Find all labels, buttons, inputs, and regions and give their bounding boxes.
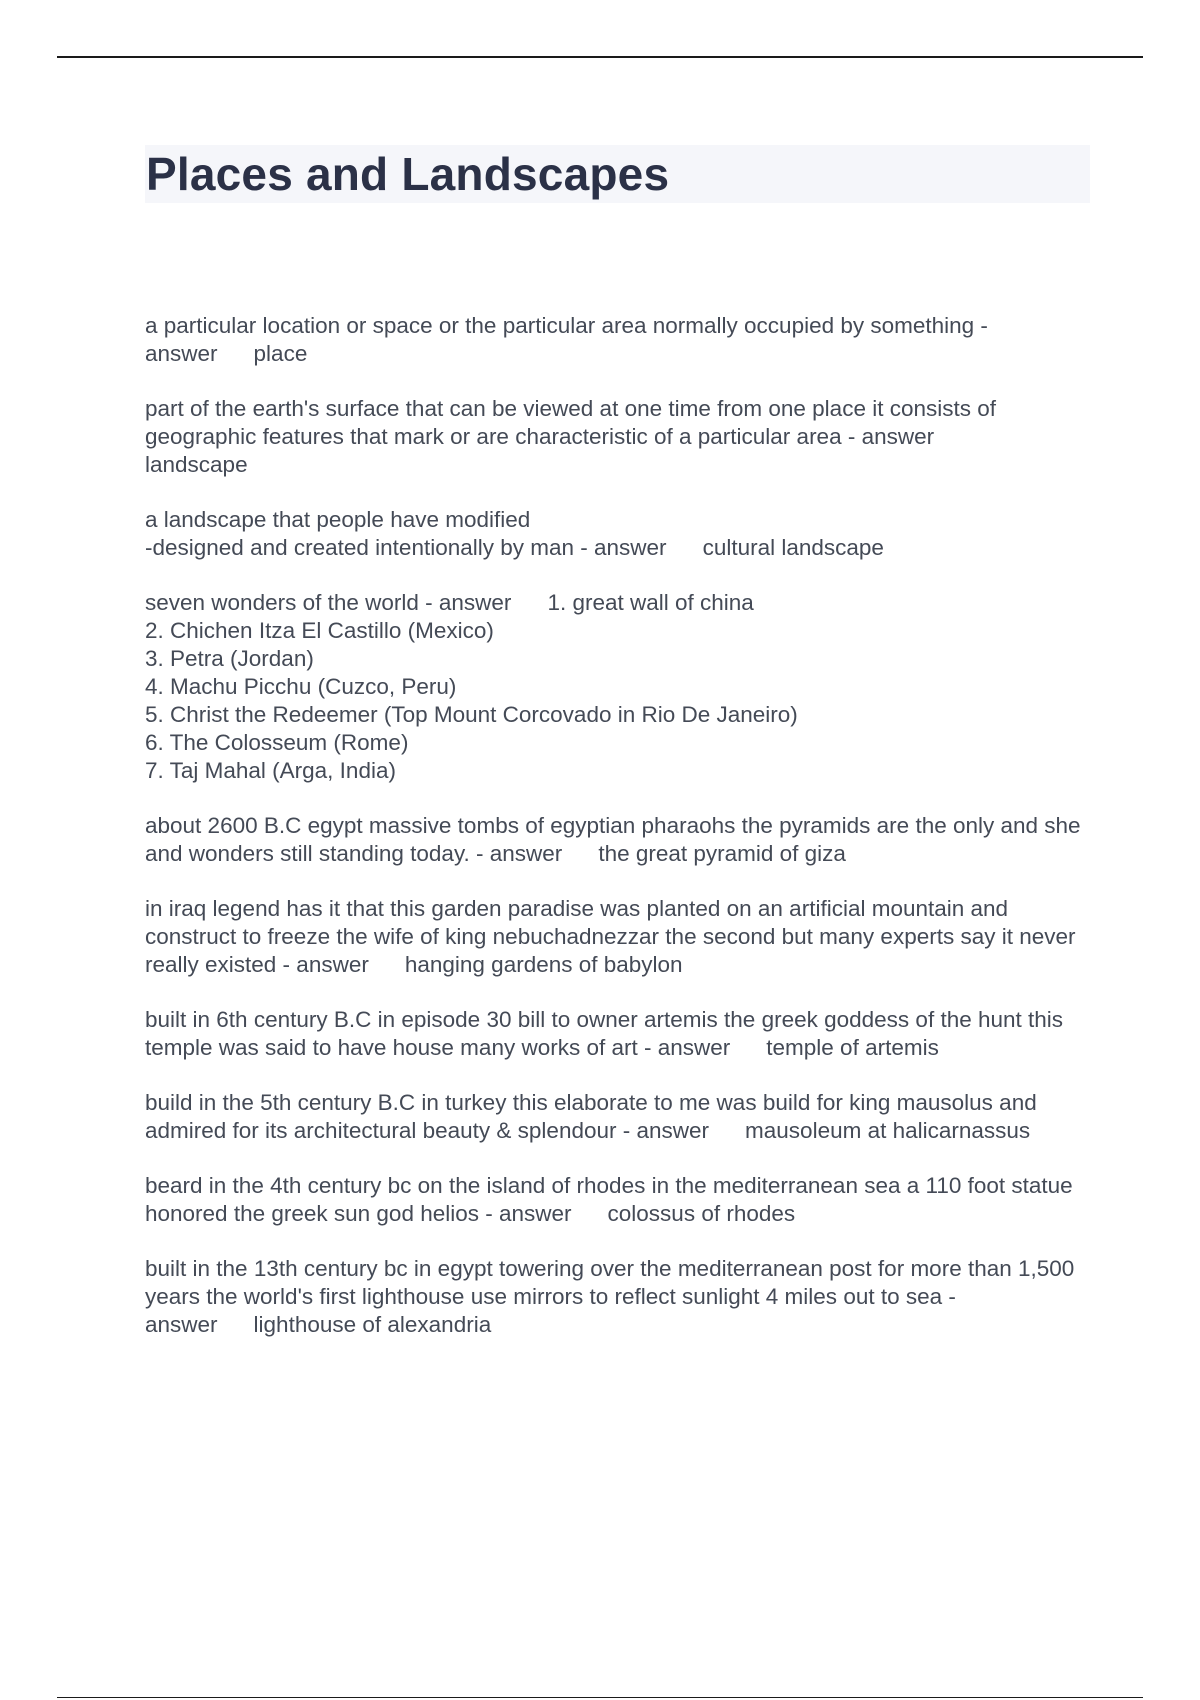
card-question: built in 6th century B.C in episode 30 bill to owner artemis the greek goddess of the hunt this temple was said to have house many works of art - answer (145, 1007, 1064, 1060)
card-question: part of the earth's surface that can be viewed at one time from one place it consists of geographic features that mark or are characteristic of a particular area - answer (145, 396, 997, 449)
card-answer: mausoleum at halicarnassus (745, 1118, 1031, 1143)
answer-item: 1. great wall of china (547, 590, 754, 615)
bottom-rule (57, 1697, 1143, 1698)
top-rule (57, 56, 1143, 58)
answer-item: 2. Chichen Itza El Castillo (Mexico) (145, 618, 494, 643)
card-question: a particular location or space or the particular area normally occupied by something - (145, 313, 988, 338)
card-answer: hanging gardens of babylon (404, 952, 683, 977)
card-question: beard in the 4th century bc on the island of rhodes in the mediterranean sea a 110 foot statue honored the greek sun god helios - answer (145, 1173, 1073, 1226)
card-answer: landscape (145, 452, 248, 477)
flashcard-5 (145, 812, 1095, 868)
card-answer: temple of artemis (766, 1035, 939, 1060)
page-title: Places and Landscapes (146, 148, 670, 200)
answer-label: answer (145, 341, 218, 366)
card-answer: cultural landscape (702, 535, 884, 560)
answer-item: 4. Machu Picchu (Cuzco, Peru) (145, 674, 457, 699)
flashcard-list (145, 312, 1095, 1366)
card-answer: place (253, 341, 308, 366)
flashcard-2 (145, 395, 1095, 479)
answer-item: 6. The Colosseum (Rome) (145, 730, 409, 755)
flashcard-6 (145, 895, 1095, 979)
answer-item: 7. Taj Mahal (Arga, India) (145, 758, 396, 783)
card-question: in iraq legend has it that this garden paradise was planted on an artificial mountain and construct to freeze the wife of king nebuchadnezzar the second but many experts say it never really existed - answer (145, 896, 1076, 977)
card-question: about 2600 B.C egypt massive tombs of egyptian pharaohs the pyramids are the only and she and wonders still standing today. - answer (145, 813, 1081, 866)
card-question: seven wonders of the world - answer (145, 590, 512, 615)
flashcard-3 (145, 506, 1095, 562)
card-answer: colossus of rhodes (607, 1201, 796, 1226)
flashcard-8 (145, 1089, 1095, 1145)
card-question-cont: -designed and created intentionally by man - answer (145, 535, 667, 560)
card-question: built in the 13th century bc in egypt towering over the mediterranean post for more than 1,500 years the world's first lighthouse use mirrors to reflect sunlight 4 miles out to sea - (145, 1256, 1075, 1309)
card-question: build in the 5th century B.C in turkey this elaborate to me was build for king mausolus and admired for its architectural beauty & splendour - answer (145, 1090, 1037, 1143)
flashcard-4 (145, 589, 1095, 785)
card-question: a landscape that people have modified (145, 507, 531, 532)
card-answer: lighthouse of alexandria (253, 1312, 492, 1337)
flashcard-1 (145, 312, 1095, 368)
answer-label: answer (145, 1312, 218, 1337)
card-answer: the great pyramid of giza (598, 841, 846, 866)
answer-item: 3. Petra (Jordan) (145, 646, 314, 671)
flashcard-7 (145, 1006, 1095, 1062)
flashcard-9 (145, 1172, 1095, 1228)
answer-item: 5. Christ the Redeemer (Top Mount Corcovado in Rio De Janeiro) (145, 702, 798, 727)
flashcard-10 (145, 1255, 1095, 1339)
